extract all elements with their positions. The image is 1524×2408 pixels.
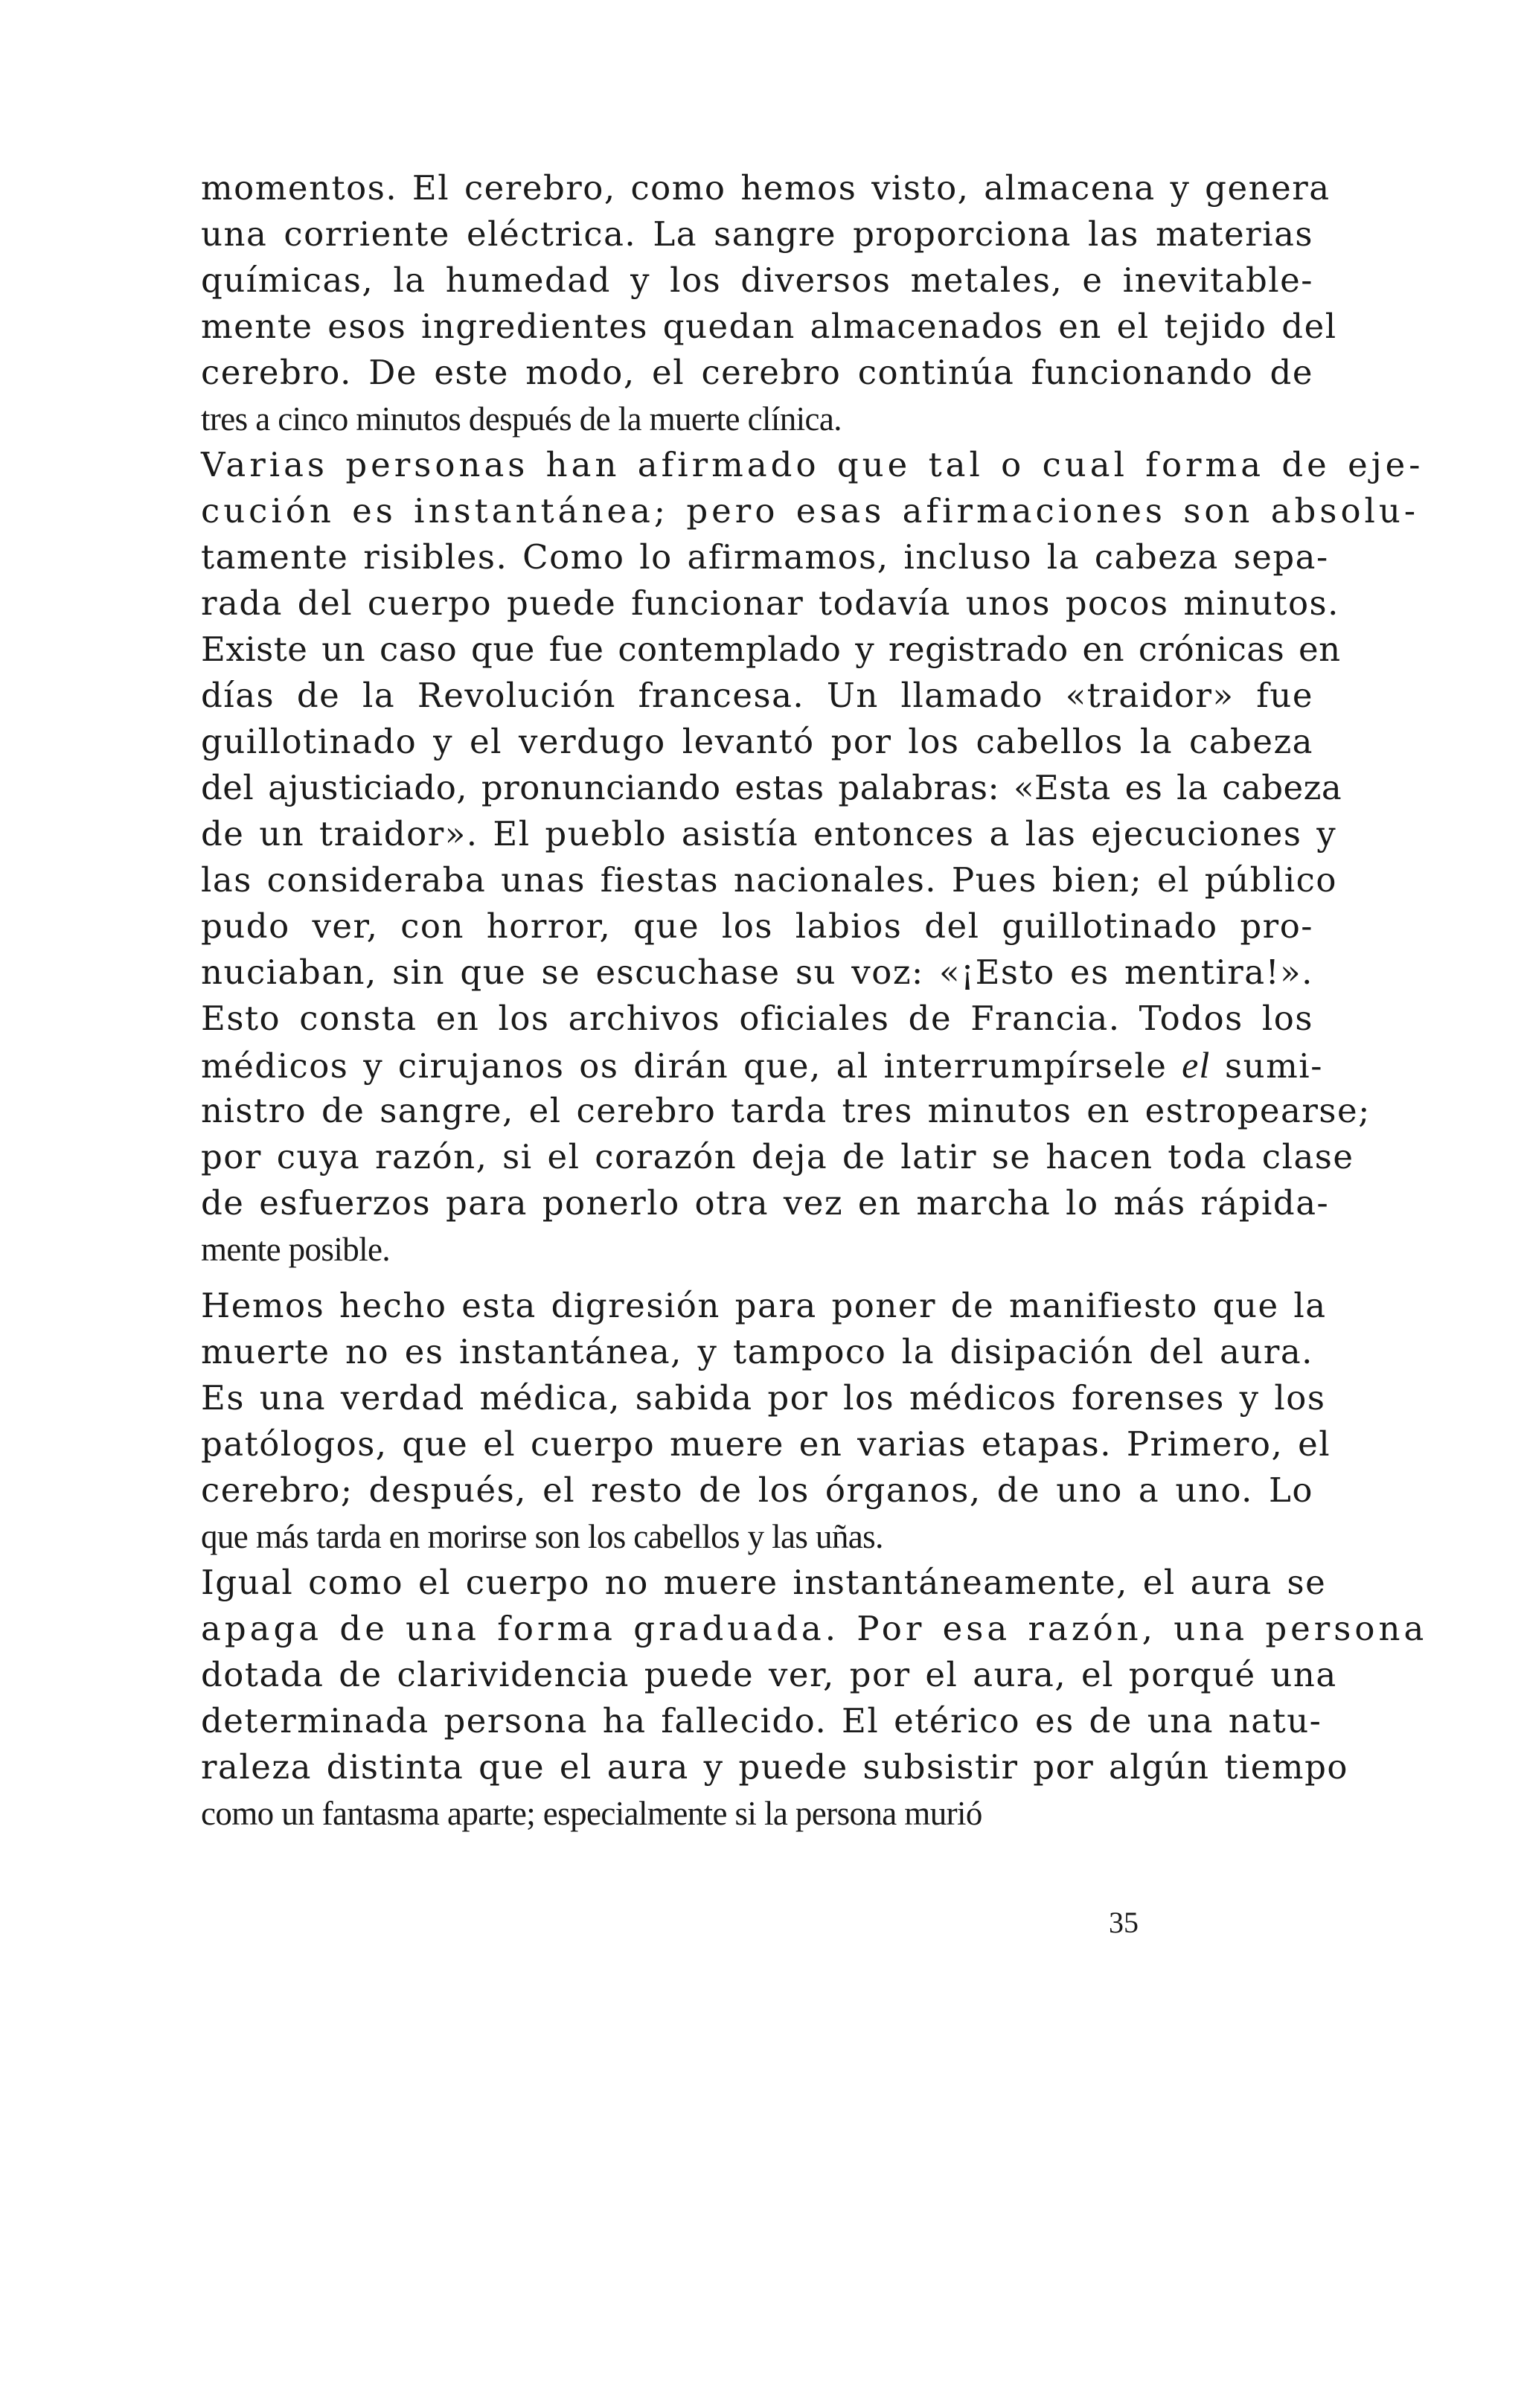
text-line: una corriente eléctrica. La sangre proporciona las materias <box>201 214 1313 254</box>
text-line: días de la Revolución francesa. Un llamado «traidor» fue <box>201 676 1313 715</box>
text-line: cerebro. De este modo, el cerebro continúa funcionando de <box>201 353 1313 392</box>
text-line: patólogos, que el cuerpo muere en varias etapas. Primero, el <box>201 1424 1331 1464</box>
text-line: tamente risibles. Como lo afirmamos, incluso la cabeza sepa- <box>201 537 1329 577</box>
text-line: muerte no es instantánea, y tampoco la disipación del aura. <box>201 1332 1313 1371</box>
text-line: Hemos hecho esta digresión para poner de manifiesto que la <box>201 1286 1327 1325</box>
text-line: que más tarda en morirse son los cabellos y las uñas. <box>201 1518 883 1555</box>
emphasized-word: el <box>1182 1044 1211 1086</box>
text-segment: sumi- <box>1210 1046 1323 1086</box>
paragraph-4 <box>201 1560 1428 1837</box>
text-line: de un traidor». El pueblo asistía entonces a las ejecuciones y <box>201 814 1337 854</box>
body-text <box>201 165 1428 1837</box>
text-line: determinada persona ha fallecido. El etérico es de una natu- <box>201 1701 1322 1741</box>
text-line: momentos. El cerebro, como hemos visto, almacena y genera <box>201 168 1331 208</box>
text-line: Esto consta en los archivos oficiales de Francia. Todos los <box>201 999 1313 1038</box>
text-line: Igual como el cuerpo no muere instantáneamente, el aura se <box>201 1563 1327 1602</box>
paragraph-2 <box>201 442 1424 1272</box>
text-line: Es una verdad médica, sabida por los médicos forenses y los <box>201 1378 1326 1418</box>
paragraph-3 <box>201 1283 1331 1560</box>
page-number: 35 <box>1109 1906 1139 1939</box>
text-line: del ajusticiado, pronunciando estas palabras: «Esta es la cabeza <box>201 768 1342 807</box>
text-line: Existe un caso que fue contemplado y registrado en crónicas en <box>201 630 1341 669</box>
text-line: las consideraba unas fiestas nacionales. Pues bien; el público <box>201 860 1337 900</box>
text-line: por cuya razón, si el corazón deja de latir se hacen toda clase <box>201 1137 1354 1176</box>
text-line: raleza distinta que el aura y puede subsistir por algún tiempo <box>201 1747 1348 1787</box>
paragraph-1 <box>201 165 1337 442</box>
text-line: de esfuerzos para ponerlo otra vez en marcha lo más rápida- <box>201 1183 1330 1223</box>
text-line: dotada de clarividencia puede ver, por el aura, el porqué una <box>201 1655 1337 1694</box>
text-line: Varias personas han afirmado que tal o cual forma de eje- <box>201 445 1424 484</box>
text-line: como un fantasma aparte; especialmente si la persona murió <box>201 1795 982 1832</box>
text-line: químicas, la humedad y los diversos metales, e inevitable- <box>201 260 1313 300</box>
text-line: rada del cuerpo puede funcionar todavía unos pocos minutos. <box>201 583 1339 623</box>
text-line: mente posible. <box>201 1231 391 1268</box>
text-line: nistro de sangre, el cerebro tarda tres minutos en estropearse; <box>201 1091 1371 1130</box>
text-line: apaga de una forma graduada. Por esa razón, una persona <box>201 1609 1428 1648</box>
text-segment: médicos y cirujanos os dirán que, al interrumpírsele <box>201 1046 1182 1086</box>
text-line: guillotinado y el verdugo levantó por los cabellos la cabeza <box>201 722 1313 761</box>
text-line: tres a cinco minutos después de la muerte clínica. <box>201 400 842 438</box>
text-line: nuciaban, sin que se escuchase su voz: «¡Esto es mentira!». <box>201 952 1313 992</box>
text-line: cerebro; después, el resto de los órganos, de uno a uno. Lo <box>201 1470 1313 1510</box>
text-line-with-emphasis <box>201 1042 1323 1088</box>
text-line: cución es instantánea; pero esas afirmaciones son absolu- <box>201 491 1420 531</box>
text-line: mente esos ingredientes quedan almacenados en el tejido del <box>201 307 1337 346</box>
text-line: pudo ver, con horror, que los labios del guillotinado pro- <box>201 906 1313 946</box>
